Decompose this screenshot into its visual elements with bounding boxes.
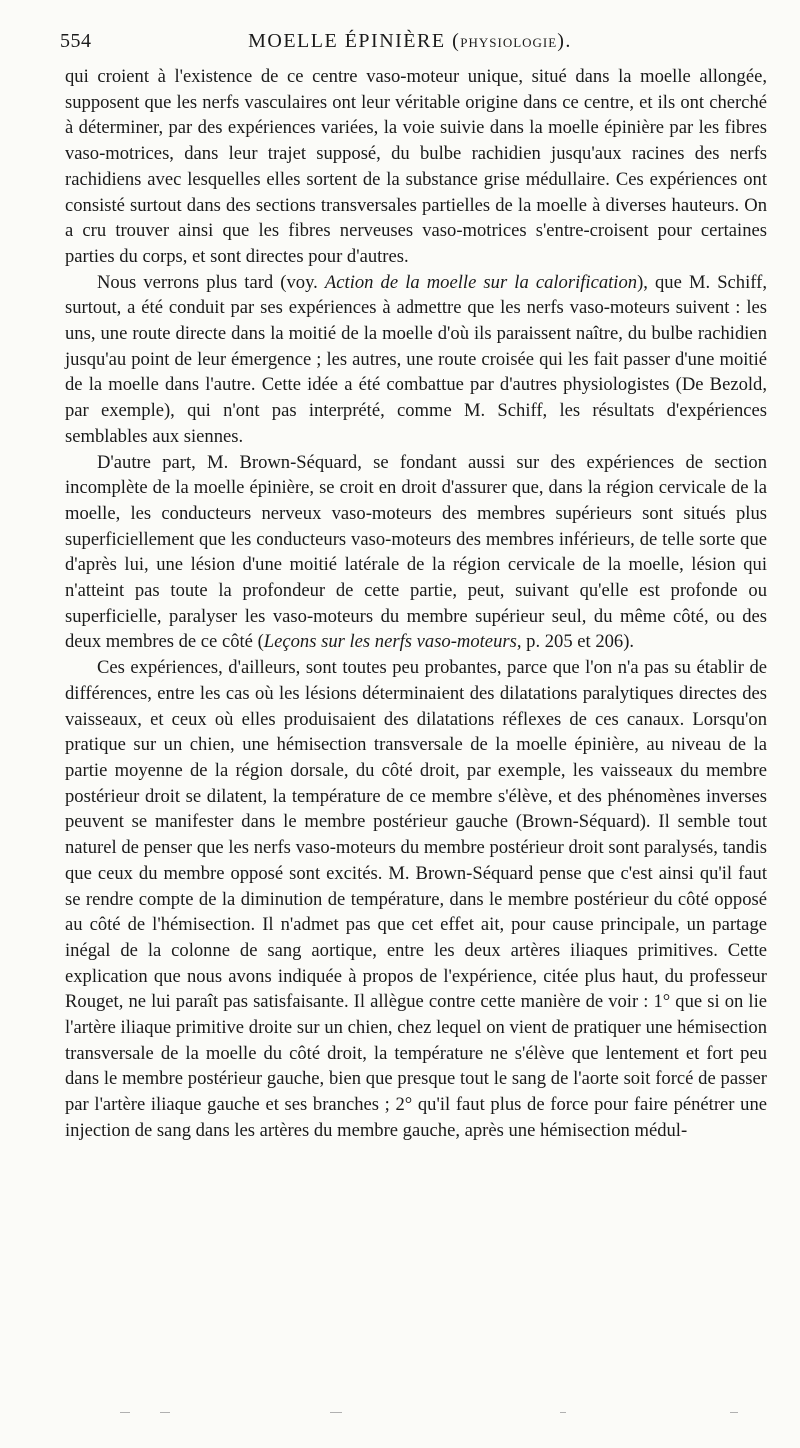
text-run: ), que M. Schiff, surtout, a été conduit par ses expériences à admettre que les nerfs vaso-moteurs suivent : les uns, une route directe dans la moitié de la moelle d'où ils paraissent naître, du bulbe rachidien jusqu'au point de leur émergence ; les autres, une route croisée qui les fait passer d'une moitié de la moelle dans l'autre. Cette idée a été combattue par d'autres physiologistes (De Bezold, par exemple), qui n'ont pas interprété, comme M. Schiff, les résultats d'expériences semblables aux siennes. — [65, 271, 767, 447]
paragraph-continued — [65, 64, 767, 270]
print-mark — [160, 1412, 170, 1413]
italic-reference: Leçons sur les nerfs vaso-moteurs — [263, 631, 517, 653]
text-run: qui croient à l'existence de ce centre vaso-moteur unique, situé dans la moelle allongée, supposent que les nerfs vasculaires ont leur véritable origine dans ce centre, et ils ont cherché à déterminer, par des expériences variées, la voie suivie dans la moelle épinière par les fibres vaso-motrices, dans leur trajet supposé, du bulbe rachidien jusqu'aux racines des nerfs rachidiens avec lesquelles elles sortent de la substance grise médullaire. Ces expériences ont consisté surtout dans des sections transversales partielles de la moelle à diverses hauteurs. On a cru trouver ainsi que les fibres nerveuses vaso-motrices s'entre-croisent pour certaines parties du corps, et sont directes pour d'autres. — [65, 66, 767, 267]
paragraph-schiff — [65, 270, 767, 450]
print-mark — [120, 1412, 130, 1413]
print-mark — [560, 1412, 566, 1413]
running-title — [60, 30, 760, 53]
paragraph-brown-sequard — [65, 450, 767, 656]
body-text — [65, 64, 767, 1144]
page-number: 554 — [60, 30, 92, 52]
text-run: Nous verrons plus tard (voy. — [97, 271, 325, 293]
text-run: Ces expériences, d'ailleurs, sont toutes peu probantes, parce que l'on n'a pas su établir de différences, entre les cas où les lésions déterminaient des dilatations paralytiques directes des vaisseaux, et ceux où elles produisaient des dilatations réflexes de ces canaux. Lorsqu'on pratique sur un chien, une hémisection transversale de la moelle épinière, au niveau de la partie moyenne de la région dorsale, du côté droit, par exemple, les vaisseaux du membre postérieur droit se dilatent, la température de ce membre s'élève, et des phénomènes inverses peuvent se manifester dans le membre postérieur gauche (Brown-Séquard). Il semble tout naturel de penser que les nerfs vaso-moteurs du membre postérieur droit sont paralysés, tandis que ceux du membre opposé sont excités. M. Brown-Séquard pense que c'est ainsi qu'il faut se rendre compte de la diminution de température, dans le membre postérieur du côté opposé au côté de l'hémisection. Il n'admet pas que cet effet ait, pour cause principale, un partage inégal de la colonne de sang aortique, entre les deux artères iliaques primitives. Cette explication que nous avons indiquée à propos de l'expérience, citée plus haut, du professeur Rouget, ne lui paraît pas satisfaisante. Il allègue contre cette manière de voir : 1° que si on lie l'artère iliaque primitive droite sur un chien, chez lequel on vient de pratiquer une hémisection transversale de la moelle du côté droit, la température ne s'élève que lentement et fort peu dans le membre postérieur gauche, bien que presque tout le sang de l'aorte soit forcé de passer par l'artère iliaque gauche et ses branches ; 2° qu'il faut plus de force pour faire pénétrer une injection de sang dans les artères du membre gauche, après une hémisection médul- — [65, 657, 767, 1141]
text-run: D'autre part, M. Brown-Séquard, se fondant aussi sur des expériences de section incomplète de la moelle épinière, se croit en droit d'assurer que, dans la région cervicale de la moelle, les conducteurs nerveux vaso-moteurs des membres supérieurs sont situés plus superficiellement que les conducteurs vaso-moteurs des membres inférieurs, de telle sorte que d'après lui, une lésion d'une moitié latérale de la région cervicale de la moelle, lésion qui n'atteint pas toute la profondeur de cette partie, peut, suivant qu'elle est profonde ou superficielle, paralyser les vaso-moteurs du membre supérieur seul, du même côté, ou des deux membres de ce côté ( — [65, 451, 767, 653]
italic-reference: Action de la moelle sur la calorification — [324, 271, 638, 293]
page-header — [60, 30, 760, 56]
print-mark — [730, 1412, 738, 1413]
bottom-print-marks — [90, 1408, 770, 1418]
running-title-main: MOELLE ÉPINIÈRE ( — [248, 30, 461, 52]
print-mark — [330, 1412, 342, 1413]
running-title-close: ). — [557, 30, 572, 52]
paragraph-experiments — [65, 655, 767, 1143]
text-run: , p. 205 et 206). — [516, 631, 635, 653]
running-title-subject: PHYSIOLOGIE — [460, 35, 558, 50]
